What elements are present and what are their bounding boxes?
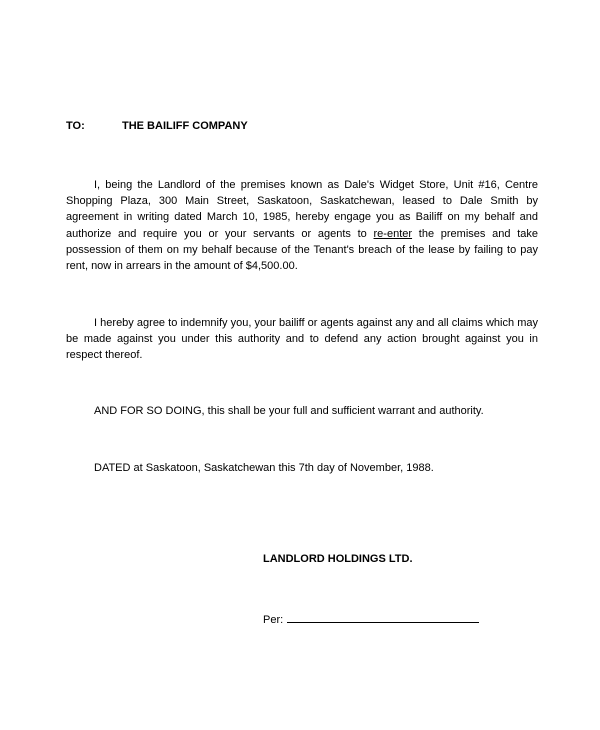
addressee: THE BAILIFF COMPANY (122, 120, 248, 132)
signature-line (263, 612, 479, 626)
paragraph-engagement-part-b: the premises and take possession of them on my behalf because of the Tenant's breach of the lease by failing to pay rent, now in arrears in the amount of $4,500.00. (66, 227, 538, 273)
paragraph-indemnify: I hereby agree to indemnify you, your bailiff or agents against any and all claims which may be made against you under this authority and to defend any action brought against you in respect thereof. (66, 317, 538, 362)
re-enter-underlined: re-enter (373, 227, 413, 240)
to-label: TO: (66, 120, 85, 132)
paragraph-warrant: AND FOR SO DOING, this shall be your full and sufficient warrant and authority. (94, 405, 484, 417)
to-line (66, 120, 248, 132)
signature-blank (287, 612, 479, 623)
per-label: Per: (263, 614, 284, 626)
paragraph-engagement (66, 177, 538, 274)
paragraph-engagement-part-a: I, being the Landlord of the premises known as Dale's Widget Store, Unit #16, Centre Shopping Plaza, 300 Main Street, Saskatoon, Saskatchewan, leased to Dale Smith by agreement in writing dated March 10, 1985, hereby engage you as Bailiff on my behalf and authorize and require you or your servants or agents to (66, 179, 538, 240)
company-name: LANDLORD HOLDINGS LTD. (263, 553, 413, 565)
paragraph-dated: DATED at Saskatoon, Saskatchewan this 7th day of November, 1988. (94, 462, 434, 474)
